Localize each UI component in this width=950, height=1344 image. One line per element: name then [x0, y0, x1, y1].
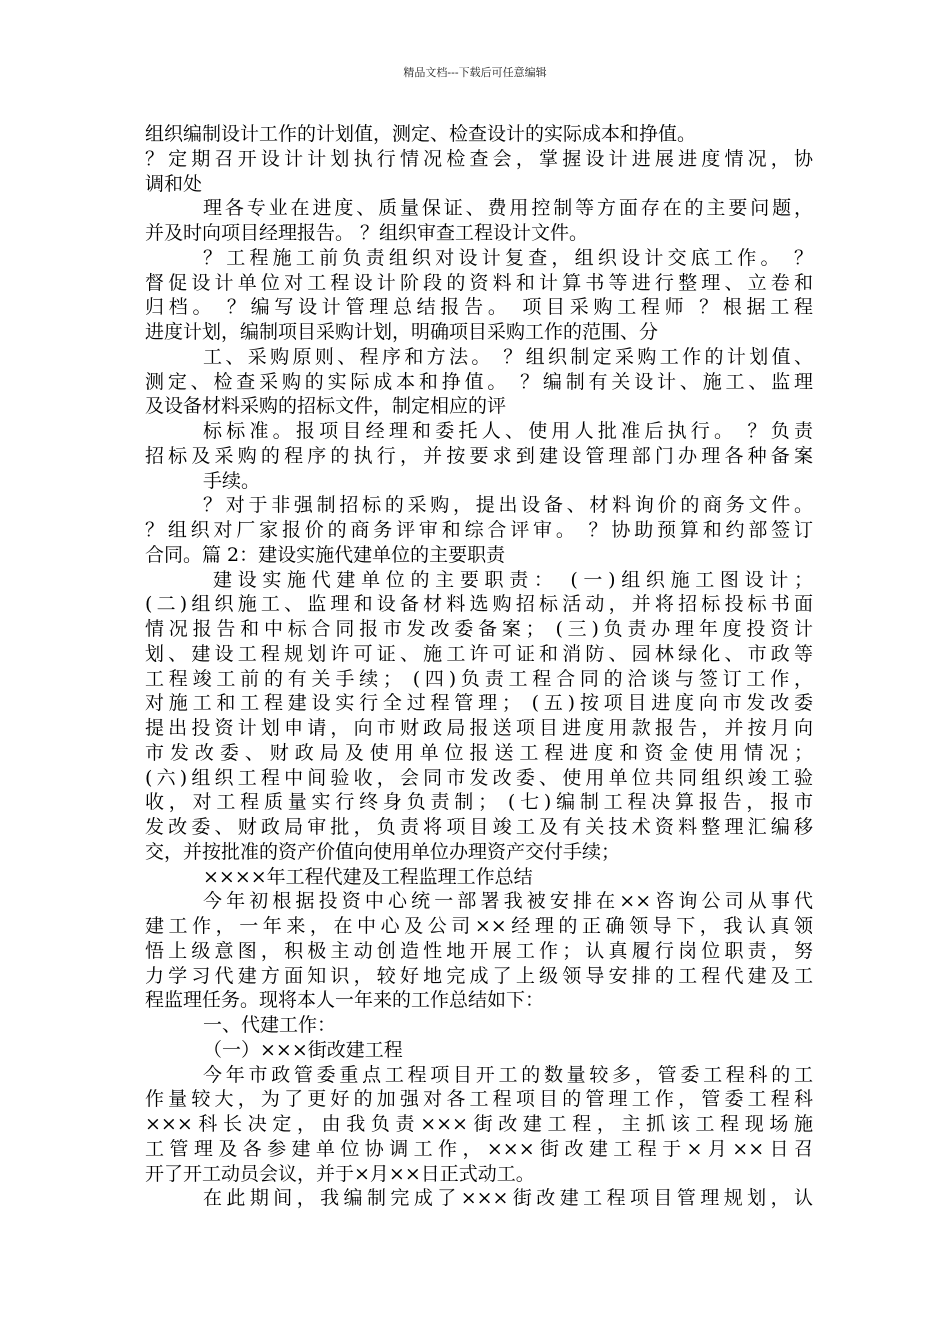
text-line: (六)组织工程中间验收，会同市发改委、使用单位共同组织竣工验: [145, 766, 813, 789]
page-header: 精品文档---下载后可任意编辑: [403, 66, 547, 79]
text-line: 及设备材料采购的招标文件，制定相应的评: [145, 395, 507, 418]
text-line: (二)组织施工、监理和设备材料选购招标活动，并将招标投标书面: [145, 593, 813, 616]
text-line: 开了开工动员会议，并于×月××日正式动工。: [145, 1162, 535, 1185]
text-line: 情况报告和中标合同报市发改委备案； (三)负责办理年度投资计: [145, 618, 813, 640]
text-line: 在此期间，我编制完成了×××街改建工程项目管理规划，认: [203, 1187, 813, 1210]
text-line: 建工作，一年来，在中心及公司××经理的正确领导下，我认真领: [145, 915, 813, 937]
text-line: 力学习代建方面知识，较好地完成了上级领导安排的工程代建及工: [145, 964, 813, 987]
text-line: 一、代建工作：: [203, 1014, 337, 1036]
text-line: 程监理任务。现将本人一年来的工作总结如下：: [145, 989, 545, 1012]
text-line: 测定、检查采购的实际成本和挣值。 ？编制有关设计、施工、监理: [145, 370, 813, 393]
text-line: 并及时向项目经理报告。 ？组织审查工程设计文件。: [145, 222, 589, 244]
text-line: ××××年工程代建及工程监理工作总结: [203, 865, 533, 888]
text-line: 进度计划，编制项目采购计划，明确项目采购工作的范围、分: [145, 321, 659, 343]
text-line: 交，并按批准的资产价值向使用单位办理资产交付手续；: [145, 840, 621, 863]
text-line: ？组织对厂家报价的商务评审和综合评审。 ？协助预算和约部签订: [145, 519, 813, 541]
text-line: 悟上级意图，积极主动创造性地开展工作；认真履行岗位职责，努: [145, 939, 813, 962]
text-line: 理各专业在进度、质量保证、费用控制等方面存在的主要问题，: [203, 197, 813, 220]
text-line: 招标及采购的程序的执行，并按要求到建设管理部门办理各种备案: [145, 444, 813, 467]
text-line: 对施工和工程建设实行全过程管理； (五)按项目进度向市发改委: [145, 692, 813, 715]
text-line: ×××科长决定，由我负责×××街改建工程，主抓该工程现场施: [145, 1113, 813, 1135]
text-line: 合同。篇 2：建设实施代建单位的主要职责: [145, 543, 506, 566]
text-line: 建设实施代建单位的主要职责： (一)组织施工图设计；: [213, 568, 813, 591]
document-body: [145, 122, 813, 1211]
text-line: 收，对工程质量实行终身负责制； (七)编制工程决算报告，报市: [145, 791, 813, 814]
text-line: 调和处: [145, 172, 203, 195]
text-line: ？工程施工前负责组织对设计复查，组织设计交底工作。 ？: [203, 246, 813, 269]
text-line: 标标准。报项目经理和委托人、使用人批准后执行。 ？负责: [203, 420, 813, 442]
text-line: 提出投资计划申请，向市财政局报送项目进度用款报告，并按月向: [145, 717, 813, 739]
text-line: 手续。: [203, 469, 261, 492]
text-line: 市发改委、财政局及使用单位报送工程进度和资金使用情况；: [145, 741, 813, 764]
text-line: 组织编制设计工作的计划值，测定、检查设计的实际成本和挣值。: [145, 123, 697, 145]
text-line: （一）×××街改建工程: [203, 1038, 403, 1061]
text-line: 归档。 ？编写设计管理总结报告。 项目采购工程师 ？根据工程: [145, 296, 813, 319]
text-line: 工管理及各参建单位协调工作，×××街改建工程于×月××日召: [145, 1137, 813, 1160]
text-line: 今年市政管委重点工程项目开工的数量较多，管委工程科的工: [203, 1063, 813, 1086]
text-line: 工程竣工前的有关手续； (四)负责工程合同的洽谈与签订工作，: [145, 667, 813, 690]
text-line: 督促设计单位对工程设计阶段的资料和计算书等进行整理、立卷和: [145, 271, 813, 294]
text-line: ？定期召开设计计划执行情况检查会，掌握设计进展进度情况，协: [145, 147, 813, 170]
text-line: 作量较大，为了更好的加强对各工程项目的管理工作，管委工程科: [145, 1088, 813, 1111]
text-line: 划、建设工程规划许可证、施工许可证和消防、园林绿化、市政等: [145, 642, 813, 665]
text-line: ？对于非强制招标的采购，提出设备、材料询价的商务文件。: [203, 494, 813, 517]
text-line: 今年初根据投资中心统一部署我被安排在××咨询公司从事代: [203, 890, 813, 913]
text-line: 工、采购原则、程序和方法。 ？组织制定采购工作的计划值、: [203, 345, 813, 368]
text-line: 发改委、财政局审批，负责将项目竣工及有关技术资料整理汇编移: [145, 816, 813, 838]
